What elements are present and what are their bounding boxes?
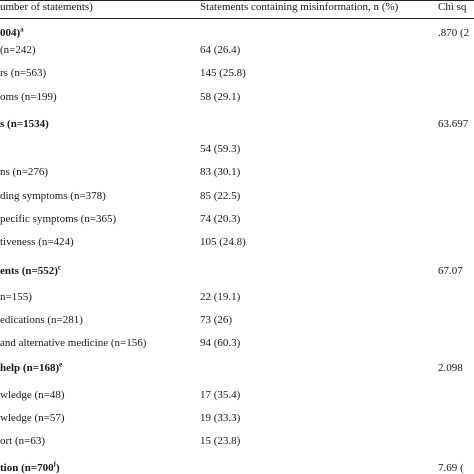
row-label — [0, 91, 57, 104]
row-label-text: ding symptoms (n=378) — [0, 190, 106, 202]
row-label — [0, 166, 48, 179]
header-col-statements: umber of statements) — [0, 1, 93, 13]
row-label-text: edications (n=281) — [0, 314, 83, 326]
row-label-text: s (n=1534) — [0, 118, 49, 130]
misinformation-count: 17 (35.4) — [200, 389, 241, 401]
row-label-text: wledge (n=57) — [0, 412, 65, 424]
row-label — [0, 435, 45, 448]
row-label — [0, 389, 65, 402]
row-label-text: 004) — [0, 27, 21, 39]
row-label — [0, 44, 36, 57]
category-label — [0, 362, 62, 375]
row-label-text: (n=242) — [0, 44, 36, 56]
row-label-text: and alternative medicine (n=156) — [0, 337, 147, 349]
misinformation-count: 85 (22.5) — [200, 190, 241, 202]
category-label — [0, 462, 60, 474]
category-label — [0, 118, 49, 131]
misinformation-count: 94 (60.3) — [200, 337, 241, 349]
row-label-text: ort (n=63) — [0, 435, 45, 447]
footnote-marker: a — [20, 25, 24, 34]
misinformation-count: 19 (33.3) — [200, 412, 241, 424]
row-label — [0, 337, 146, 350]
row-label — [0, 213, 116, 226]
misinformation-count: 58 (29.1) — [200, 91, 241, 103]
header-col-misinformation: Statements containing misinformation, n (%) — [200, 1, 399, 13]
category-label — [0, 265, 61, 278]
row-label-text: help (n=168) — [0, 362, 60, 374]
row-label-text: n=155) — [0, 291, 32, 303]
footnote-marker: e — [59, 360, 63, 369]
row-label-text: wledge (n=48) — [0, 389, 65, 401]
footnote-marker: f — [53, 460, 56, 469]
row-label-text: ents (n=552) — [0, 265, 58, 277]
misinformation-count: 74 (20.3) — [200, 213, 241, 225]
footnote-marker: c — [57, 263, 62, 272]
row-label-text: oms (n=199) — [0, 91, 57, 103]
row-label — [0, 412, 65, 425]
misinformation-count: 73 (26) — [200, 314, 233, 326]
row-label — [0, 291, 32, 304]
row-label — [0, 236, 74, 249]
chi-square-value: 67.07 — [438, 265, 463, 277]
misinformation-count: 15 (23.8) — [200, 435, 241, 447]
category-label — [0, 27, 24, 40]
chi-square-value: .870 (2 — [438, 27, 470, 39]
misinformation-count: 105 (24.8) — [200, 236, 246, 248]
misinformation-count: 22 (19.1) — [200, 291, 241, 303]
misinformation-count: 64 (26.4) — [200, 44, 241, 56]
misinformation-count: 83 (30.1) — [200, 166, 241, 178]
chi-square-value: 63.697 — [438, 118, 469, 130]
row-label-text: pecific symptoms (n=365) — [0, 213, 117, 225]
chi-square-value: 2.098 — [438, 362, 463, 374]
row-label — [0, 190, 106, 203]
row-label-text: tiveness (n=424) — [0, 236, 74, 248]
row-label-suffix: ) — [55, 462, 60, 474]
header-rule — [0, 18, 474, 19]
chi-square-value: 7.69 ( — [438, 462, 464, 474]
row-label-text: rs (n=563) — [0, 67, 47, 79]
row-label — [0, 314, 83, 327]
misinformation-count: 54 (59.3) — [200, 143, 241, 155]
row-label-text: ns (n=276) — [0, 166, 49, 178]
header-col-chi-square: Chi sq — [438, 1, 467, 13]
misinformation-count: 145 (25.8) — [200, 67, 246, 79]
row-label — [0, 67, 46, 80]
row-label-text: tion (n=700 — [0, 462, 54, 474]
